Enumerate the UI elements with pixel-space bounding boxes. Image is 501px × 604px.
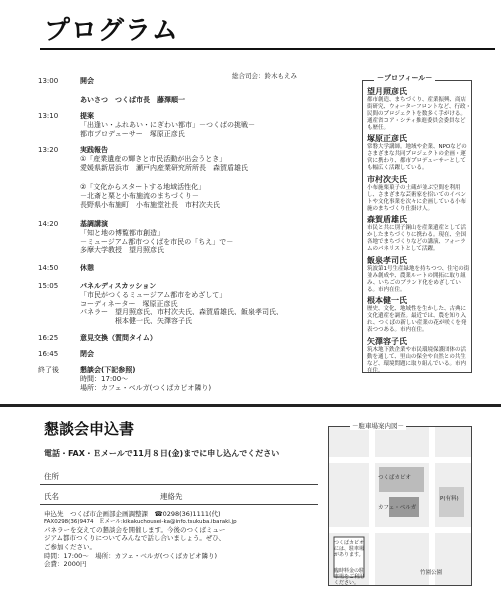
page-title: プログラム: [44, 16, 179, 46]
schedule-time: 13:10: [38, 112, 59, 120]
profile-name: 塚原正彦氏: [367, 134, 407, 144]
schedule-line: ②「文化からスタートする地域活性化」: [80, 183, 206, 191]
schedule-line: 場所：カフェ・ベルガ(つくばカピオ隣り): [80, 383, 212, 392]
footer-text: [44, 510, 237, 569]
schedule-line: 時間：17:00～: [80, 374, 129, 383]
profile-desc: 筑木地下鉄企業や市民環境保護団体の活動を通して、里山の保全や自然との共生など、環境問題に取り組んでいる。市内在住。: [367, 346, 467, 374]
schedule-line: 根本健一氏、矢澤容子氏: [80, 317, 192, 325]
moderator-text: 総合司会：鈴木もえみ: [232, 72, 297, 80]
schedule-line: 提案: [80, 112, 94, 120]
schedule-time: 終了後: [38, 366, 59, 374]
applicant-line: 申込先 つくば市企画部企画調整課 ☎0298(36)1111(代): [44, 510, 221, 518]
profile-desc: 歴史、文化、地域性を生かした、古典に文化遺産を調査。最近では、農を知り入れ、つくばの新しい産業の花が咲くを発表つつある。市内在住。: [367, 306, 467, 333]
address-label: 住所: [44, 472, 59, 481]
profile-entry: [367, 296, 471, 334]
schedule-line: コーディネーター 塚原正彦氏: [80, 299, 178, 308]
paid-note: 臨時料金の駐車場をご利用ください。: [334, 568, 365, 586]
profile-entry: [367, 337, 471, 375]
profile-desc: 市民と共に別子銅山を産業遺産として活かしたまちづくりに携わる。現在、全国各地でまちづくりなどの講演、フォーラムのパネリストとして活躍。: [367, 225, 467, 252]
note-line: ご参加ください。: [44, 542, 96, 551]
schedule-time: 16:25: [38, 334, 59, 342]
profile-desc: 都市創造、まちづくり、産業振興、商店街研究、ウォーターフロントなど、行政・民間のプロジェクトを数多く手がける。通産省コア・シティ推進委員会委員なども歴任。: [367, 97, 472, 131]
profile-entry: [367, 256, 471, 294]
schedule-line: 都市プロデューサー 塚原正彦氏: [80, 129, 185, 138]
schedule-line: 休憩: [80, 264, 94, 272]
schedule-line: －北斎と栗と小布施流のまちづくり－: [80, 191, 199, 200]
profile-name: 飯泉孝司氏: [367, 255, 407, 265]
fee: 会費：2000円: [44, 560, 87, 569]
profile-entry: [367, 87, 471, 131]
schedule-line: あいさつ つくば市長 藤澤順一: [80, 96, 185, 104]
contact-label: 連絡先: [160, 492, 183, 501]
name-label: 氏名: [44, 492, 59, 501]
schedule-line: 基調講演: [80, 220, 108, 228]
profile-desc: 小布施栗菓子の土蔵が並ぶ空間を利用し、さまざまな芸術家を招いてのイベントや文化事業を次々に企画している小布施のまちづくり仕掛け人。: [367, 184, 467, 212]
schedule-line: 「知と地の博覧都市創造」: [80, 228, 164, 237]
profile-name: 矢澤容子氏: [367, 336, 407, 346]
note-line: パネラーを交えての懇談会を開催します。今後のつくばミュー: [44, 525, 226, 534]
capio-note: つくばカピオには、駐車場があります。: [334, 540, 365, 558]
profile-entry: [367, 175, 471, 213]
section-separator: [0, 404, 501, 407]
schedule-line: 「出逢い・ふれあい・にぎわい都市」－つくばの挑戦－: [80, 120, 255, 129]
time-place: 時間：17:00～ 場所：カフェ・ベルガ(つくばカピオ隣り): [44, 551, 217, 560]
profile-entry: [367, 215, 471, 253]
schedule-line: 愛媛県新居浜市 瀬戸内産業研究所所長 森賀盾雄氏: [80, 163, 248, 172]
schedule-time: 13:00: [38, 77, 59, 85]
schedule-time: 14:50: [38, 264, 59, 272]
profile-name: 望月照彦氏: [367, 87, 407, 96]
form-title: 懇談会申込書: [44, 420, 135, 438]
profile-desc: 筑波第1号生産緑地を持ちつつ、住宅の街並み創成や、農業ルートの開拓に取り組み、いちごのブランド化をめざしている。市内在住。: [367, 265, 470, 293]
title-underline: [40, 48, 495, 50]
map-label: カフェ・ベルガ: [378, 505, 417, 511]
profile-name: 市村次夫氏: [367, 174, 407, 184]
fax-line: FAX0298(36)9474 Ｅメール:kikakuchousei-ka@info.tsukuba.ibaraki.jp: [44, 518, 237, 525]
note-line: ジアム都市つくりについてみんなで話し合いましょう。ぜひ、: [44, 534, 226, 543]
schedule-line: 意見交換（質問タイム）: [80, 334, 157, 342]
profile-name: 森賀盾雄氏: [367, 215, 407, 225]
map-label: つくばカピオ: [378, 475, 412, 481]
schedule-line: 開会: [80, 77, 94, 85]
schedule-line: パネルディスカッション: [80, 282, 157, 290]
schedule-time: 14:20: [38, 220, 59, 228]
profile-desc: 常磐大学講師。地域や企業、NPOなどのさまざまな共同プロジェクトの企画・運営に携わり、都市プロデューサーとしても幅広く活躍している。: [367, 144, 467, 171]
schedule-line: 長野県小布施町 小布施堂社長 市村次夫氏: [80, 200, 220, 209]
name-contact-field[interactable]: [40, 504, 318, 505]
schedule-line: 閉会: [80, 350, 94, 358]
profile-list: [367, 87, 471, 374]
schedule-time: 13:20: [38, 146, 59, 154]
schedule-time: 16:45: [38, 350, 59, 358]
map-label: P(有料): [440, 496, 459, 502]
schedule-time: 15:05: [38, 282, 59, 290]
schedule-line: 懇談会(下記参照): [80, 366, 136, 374]
address-field[interactable]: [40, 484, 318, 485]
profile-name: 根本健一氏: [367, 296, 407, 306]
schedule-line: ①「産業遺産の輝きと市民活動が出会うとき」: [80, 154, 227, 163]
map-title: －駐車場案内図－: [352, 422, 404, 430]
schedule-line: －ミュージアム都市つくばを市民の「ちえ」で－: [80, 237, 234, 246]
form-instruction: 電話・FAX・Ｅメールで11月８日(金)までに申し込んでください: [44, 449, 280, 458]
profile-entry: [367, 134, 471, 172]
schedule-line: 「市民がつくるミュージアム都市をめざして」: [80, 290, 227, 299]
schedule-line: パネラー 望月照彦氏、市村次夫氏、森賀盾雄氏、飯泉孝司氏、: [80, 308, 283, 317]
profile-heading: －プロフィール－: [374, 74, 435, 83]
schedule-line: 多摩大学教授 望月照彦氏: [80, 246, 164, 255]
schedule-line: 実践報告: [80, 146, 108, 154]
map-label: 竹園公園: [420, 570, 443, 576]
